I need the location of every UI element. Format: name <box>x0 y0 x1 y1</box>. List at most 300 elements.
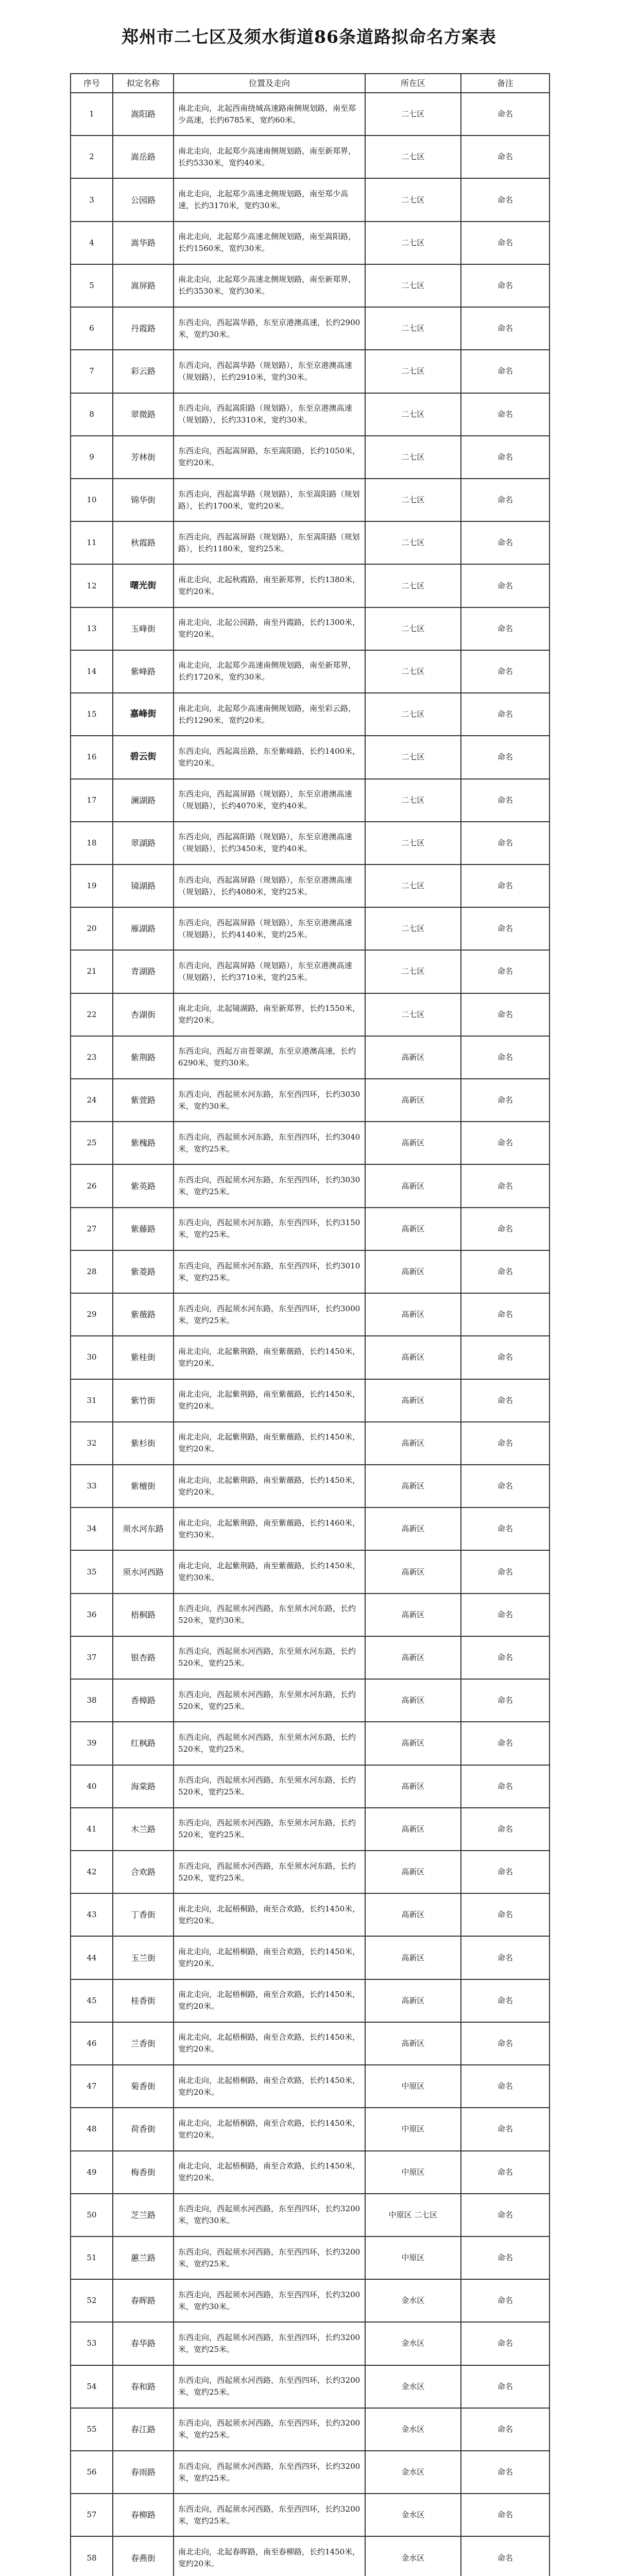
cell-index: 16 <box>71 736 113 778</box>
cell-index: 41 <box>71 1808 113 1851</box>
cell-district: 高新区 <box>365 1507 461 1550</box>
cell-index: 21 <box>71 950 113 993</box>
cell-index: 30 <box>71 1336 113 1379</box>
cell-district: 金水区 <box>365 2451 461 2494</box>
cell-name: 玉峰街 <box>113 607 174 650</box>
cell-route: 南北走向，北起镜湖路，南至新郑界，长约1550米，宽约20米。 <box>174 993 365 1036</box>
cell-route: 东西走向，西起须水河东路，东至西四环，长约3010米，宽约25米。 <box>174 1250 365 1293</box>
table-row <box>71 693 550 736</box>
cell-index: 5 <box>71 264 113 307</box>
table-row <box>71 350 550 393</box>
cell-name: 紫竹街 <box>113 1379 174 1422</box>
cell-route: 东西走向，西起嵩屏路（规划路），东至京港澳高速（规划路），长约4070米，宽约40米。 <box>174 779 365 822</box>
cell-index: 58 <box>71 2536 113 2576</box>
table-row <box>71 564 550 607</box>
column-header-district: 所在区 <box>365 74 461 93</box>
cell-district: 中原区 <box>365 2065 461 2108</box>
cell-index: 1 <box>71 93 113 135</box>
cell-name: 嵩华路 <box>113 222 174 264</box>
cell-route: 东西走向，西起嵩屏路，东至嵩阳路，长约1050米，宽约20米。 <box>174 436 365 479</box>
cell-name: 公园路 <box>113 178 174 221</box>
cell-index: 31 <box>71 1379 113 1422</box>
cell-name: 春江路 <box>113 2408 174 2451</box>
cell-note: 命名 <box>461 1422 550 1465</box>
cell-name: 丹霞路 <box>113 307 174 350</box>
cell-note: 命名 <box>461 2108 550 2150</box>
cell-index: 33 <box>71 1465 113 1507</box>
cell-district: 高新区 <box>365 1979 461 2022</box>
cell-district: 二七区 <box>365 693 461 736</box>
cell-name: 春雨路 <box>113 2451 174 2494</box>
cell-note: 命名 <box>461 307 550 350</box>
table-row <box>71 1036 550 1079</box>
cell-name: 芳林街 <box>113 436 174 479</box>
table-row <box>71 1465 550 1507</box>
cell-note: 命名 <box>461 2236 550 2279</box>
cell-name: 翠微路 <box>113 393 174 436</box>
cell-district: 高新区 <box>365 1164 461 1207</box>
cell-note: 命名 <box>461 350 550 393</box>
table-row <box>71 1851 550 1893</box>
cell-index: 24 <box>71 1079 113 1122</box>
table-row <box>71 2279 550 2322</box>
cell-name: 菊香街 <box>113 2065 174 2108</box>
cell-note: 命名 <box>461 607 550 650</box>
cell-name: 梅香街 <box>113 2151 174 2194</box>
cell-route: 东西走向，西起须水河东路，东至西四环，长约3000米，宽约25米。 <box>174 1293 365 1336</box>
cell-note: 命名 <box>461 1765 550 1808</box>
cell-index: 11 <box>71 521 113 564</box>
cell-index: 32 <box>71 1422 113 1465</box>
cell-district: 二七区 <box>365 521 461 564</box>
cell-note: 命名 <box>461 2536 550 2576</box>
cell-district: 高新区 <box>365 1679 461 1722</box>
cell-district: 高新区 <box>365 1722 461 1765</box>
cell-index: 29 <box>71 1293 113 1336</box>
table-row <box>71 2151 550 2194</box>
cell-index: 55 <box>71 2408 113 2451</box>
cell-route: 东西走向，西起须水河西路，东至西四环，长约3200米，宽约30米。 <box>174 2194 365 2236</box>
cell-district: 高新区 <box>365 1079 461 1122</box>
cell-route: 东西走向，西起须水河东路，东至西四环，长约3150米，宽约25米。 <box>174 1208 365 1250</box>
cell-district: 高新区 <box>365 1379 461 1422</box>
cell-index: 46 <box>71 2022 113 2065</box>
cell-name: 嵩屏路 <box>113 264 174 307</box>
cell-district: 二七区 <box>365 135 461 178</box>
table-row <box>71 2494 550 2536</box>
cell-name: 春柳路 <box>113 2494 174 2536</box>
cell-note: 命名 <box>461 222 550 264</box>
cell-district: 二七区 <box>365 436 461 479</box>
cell-name: 玉兰街 <box>113 1936 174 1979</box>
cell-index: 51 <box>71 2236 113 2279</box>
cell-index: 7 <box>71 350 113 393</box>
cell-route: 东西走向，西起须水河西路，东至西四环，长约3200米，宽约25米。 <box>174 2494 365 2536</box>
cell-district: 高新区 <box>365 1036 461 1079</box>
cell-index: 22 <box>71 993 113 1036</box>
table-row <box>71 1122 550 1164</box>
cell-name: 镜湖路 <box>113 865 174 907</box>
cell-route: 南北走向，北起西南绕城高速路南侧规划路，南至郑少高速，长约6785米，宽约60米。 <box>174 93 365 135</box>
cell-note: 命名 <box>461 2194 550 2236</box>
table-row <box>71 1336 550 1379</box>
cell-index: 12 <box>71 564 113 607</box>
cell-index: 37 <box>71 1636 113 1679</box>
cell-district: 金水区 <box>365 2365 461 2408</box>
table-row <box>71 1250 550 1293</box>
cell-note: 命名 <box>461 993 550 1036</box>
cell-index: 38 <box>71 1679 113 1722</box>
cell-index: 9 <box>71 436 113 479</box>
cell-note: 命名 <box>461 1036 550 1079</box>
table-row <box>71 1079 550 1122</box>
cell-note: 命名 <box>461 2408 550 2451</box>
cell-index: 15 <box>71 693 113 736</box>
cell-route: 东西走向，西起须水河东路，东至西四环，长约3040米，宽约25米。 <box>174 1122 365 1164</box>
cell-note: 命名 <box>461 822 550 865</box>
table-row <box>71 2065 550 2108</box>
cell-district: 二七区 <box>365 307 461 350</box>
column-header-index: 序号 <box>71 74 113 93</box>
table-row <box>71 2322 550 2365</box>
naming-table <box>70 73 550 2576</box>
cell-route: 东西走向，西起须水河东路，东至西四环，长约3030米，宽约25米。 <box>174 1164 365 1207</box>
cell-route: 东西走向，西起须水河西路，东至西四环，长约3200米，宽约30米。 <box>174 2279 365 2322</box>
cell-district: 高新区 <box>365 1293 461 1336</box>
cell-note: 命名 <box>461 2322 550 2365</box>
cell-route: 东西走向，西起须水河西路，东至西四环，长约3200米，宽约25米。 <box>174 2322 365 2365</box>
cell-route: 东西走向，西起须水河西路，东至须水河东路，长约520米，宽约25米。 <box>174 1808 365 1851</box>
cell-name: 芝兰路 <box>113 2194 174 2236</box>
cell-note: 命名 <box>461 1722 550 1765</box>
cell-district: 二七区 <box>365 865 461 907</box>
table-row <box>71 1936 550 1979</box>
table-row <box>71 222 550 264</box>
cell-district: 高新区 <box>365 1336 461 1379</box>
cell-route: 南北走向，北起紫荆路，南至紫薇路，长约1450米，宽约20米。 <box>174 1465 365 1507</box>
table-row <box>71 1507 550 1550</box>
cell-route: 东西走向，西起须水河西路，东至西四环，长约3200米，宽约25米。 <box>174 2236 365 2279</box>
cell-district: 二七区 <box>365 479 461 521</box>
cell-district: 二七区 <box>365 393 461 436</box>
cell-district: 高新区 <box>365 1594 461 1636</box>
cell-district: 高新区 <box>365 1208 461 1250</box>
cell-name: 春晖路 <box>113 2279 174 2322</box>
cell-district: 二七区 <box>365 993 461 1036</box>
table-row <box>71 307 550 350</box>
cell-index: 42 <box>71 1851 113 1893</box>
table-row <box>71 178 550 221</box>
cell-district: 金水区 <box>365 2279 461 2322</box>
cell-note: 命名 <box>461 1208 550 1250</box>
cell-name: 紫薇路 <box>113 1293 174 1336</box>
cell-index: 50 <box>71 2194 113 2236</box>
table-row <box>71 521 550 564</box>
table-row <box>71 1164 550 1207</box>
cell-name: 曙光街 <box>113 564 174 607</box>
table-row <box>71 2451 550 2494</box>
cell-note: 命名 <box>461 1379 550 1422</box>
cell-note: 命名 <box>461 135 550 178</box>
cell-district: 二七区 <box>365 350 461 393</box>
cell-index: 40 <box>71 1765 113 1808</box>
cell-district: 二七区 <box>365 950 461 993</box>
table-row <box>71 779 550 822</box>
cell-note: 命名 <box>461 1851 550 1893</box>
table-row <box>71 822 550 865</box>
cell-district: 二七区 <box>365 822 461 865</box>
cell-district: 高新区 <box>365 1636 461 1679</box>
cell-name: 紫萱路 <box>113 1079 174 1122</box>
cell-note: 命名 <box>461 436 550 479</box>
cell-name: 紫桂街 <box>113 1336 174 1379</box>
cell-index: 28 <box>71 1250 113 1293</box>
cell-index: 2 <box>71 135 113 178</box>
cell-route: 南北走向，北起梧桐路，南至合欢路，长约1450米，宽约20米。 <box>174 2065 365 2108</box>
cell-route: 东西走向，西起嵩屏路（规划路），东至京港澳高速（规划路），长约3710米，宽约25米。 <box>174 950 365 993</box>
cell-district: 高新区 <box>365 1122 461 1164</box>
cell-name: 紫槐路 <box>113 1122 174 1164</box>
cell-name: 木兰路 <box>113 1808 174 1851</box>
table-row <box>71 907 550 950</box>
table-row <box>71 1808 550 1851</box>
table-row <box>71 1893 550 1936</box>
cell-name: 兰香街 <box>113 2022 174 2065</box>
cell-note: 命名 <box>461 2065 550 2108</box>
cell-district: 二七区 <box>365 607 461 650</box>
cell-index: 20 <box>71 907 113 950</box>
column-header-name: 拟定名称 <box>113 74 174 93</box>
cell-route: 南北走向，北起紫荆路，南至紫薇路，长约1460米，宽约30米。 <box>174 1507 365 1550</box>
cell-note: 命名 <box>461 521 550 564</box>
cell-note: 命名 <box>461 1550 550 1593</box>
cell-name: 须水河西路 <box>113 1550 174 1593</box>
cell-district: 金水区 <box>365 2408 461 2451</box>
cell-route: 南北走向，北起紫荆路，南至紫薇路，长约1450米，宽约20米。 <box>174 1422 365 1465</box>
cell-route: 南北走向，北起郑少高速南侧规划路，南至彩云路，长约1290米，宽约20米。 <box>174 693 365 736</box>
cell-name: 春华路 <box>113 2322 174 2365</box>
cell-note: 命名 <box>461 178 550 221</box>
table-row <box>71 1550 550 1593</box>
cell-note: 命名 <box>461 1679 550 1722</box>
cell-route: 东西走向，西起万亩苍翠湖，东至京港澳高速，长约6290米，宽约30米。 <box>174 1036 365 1079</box>
cell-name: 秋霞路 <box>113 521 174 564</box>
cell-district: 二七区 <box>365 93 461 135</box>
cell-route: 南北走向，北起梧桐路，南至合欢路，长约1450米，宽约20米。 <box>174 2022 365 2065</box>
table-row <box>71 135 550 178</box>
table-row <box>71 2022 550 2065</box>
cell-route: 东西走向，西起须水河东路，东至西四环，长约3030米，宽约30米。 <box>174 1079 365 1122</box>
cell-name: 春和路 <box>113 2365 174 2408</box>
cell-note: 命名 <box>461 650 550 693</box>
cell-route: 东西走向，西起须水河西路，东至须水河东路，长约520米，宽约25米。 <box>174 1851 365 1893</box>
cell-note: 命名 <box>461 1808 550 1851</box>
cell-district: 金水区 <box>365 2494 461 2536</box>
cell-note: 命名 <box>461 1465 550 1507</box>
cell-index: 36 <box>71 1594 113 1636</box>
cell-note: 命名 <box>461 479 550 521</box>
cell-index: 47 <box>71 2065 113 2108</box>
cell-route: 南北走向，北起郑少高速北侧规划路，南至新郑界，长约3530米，宽约30米。 <box>174 264 365 307</box>
table-row <box>71 2108 550 2150</box>
cell-note: 命名 <box>461 1636 550 1679</box>
cell-district: 二七区 <box>365 178 461 221</box>
cell-note: 命名 <box>461 950 550 993</box>
cell-note: 命名 <box>461 1936 550 1979</box>
table-row <box>71 865 550 907</box>
cell-route: 东西走向，西起嵩华路（规划路），东至嵩阳路（规划路），长约1700米，宽约20米。 <box>174 479 365 521</box>
cell-name: 紫檀街 <box>113 1465 174 1507</box>
cell-name: 嘉峰街 <box>113 693 174 736</box>
cell-index: 44 <box>71 1936 113 1979</box>
table-row <box>71 1722 550 1765</box>
cell-name: 碧云街 <box>113 736 174 778</box>
cell-route: 东西走向，西起须水河西路，东至须水河东路，长约520米，宽约25米。 <box>174 1765 365 1808</box>
cell-name: 紫藤路 <box>113 1208 174 1250</box>
cell-index: 56 <box>71 2451 113 2494</box>
cell-district: 二七区 <box>365 564 461 607</box>
cell-note: 命名 <box>461 1164 550 1207</box>
cell-note: 命名 <box>461 1507 550 1550</box>
cell-name: 荷香街 <box>113 2108 174 2150</box>
cell-index: 45 <box>71 1979 113 2022</box>
cell-district: 中原区 <box>365 2151 461 2194</box>
cell-route: 东西走向，西起须水河西路，东至须水河东路，长约520米，宽约25米。 <box>174 1636 365 1679</box>
cell-index: 26 <box>71 1164 113 1207</box>
cell-name: 青湖路 <box>113 950 174 993</box>
cell-index: 3 <box>71 178 113 221</box>
cell-route: 南北走向，北起梧桐路，南至合欢路，长约1450米，宽约20米。 <box>174 1936 365 1979</box>
cell-note: 命名 <box>461 2022 550 2065</box>
cell-index: 19 <box>71 865 113 907</box>
cell-route: 南北走向，北起梧桐路，南至合欢路，长约1450米，宽约20米。 <box>174 2151 365 2194</box>
cell-name: 紫峰路 <box>113 650 174 693</box>
cell-route: 南北走向，北起紫荆路，南至紫薇路，长约1450米，宽约20米。 <box>174 1379 365 1422</box>
table-row <box>71 2408 550 2451</box>
cell-index: 6 <box>71 307 113 350</box>
cell-district: 高新区 <box>365 2022 461 2065</box>
cell-index: 14 <box>71 650 113 693</box>
cell-index: 49 <box>71 2151 113 2194</box>
cell-note: 命名 <box>461 1893 550 1936</box>
cell-index: 43 <box>71 1893 113 1936</box>
cell-note: 命名 <box>461 1293 550 1336</box>
table-row <box>71 607 550 650</box>
table-row <box>71 93 550 135</box>
cell-district: 高新区 <box>365 1250 461 1293</box>
document-title: 郑州市二七区及须水街道86条道路拟命名方案表 <box>122 27 496 47</box>
cell-district: 高新区 <box>365 1765 461 1808</box>
cell-name: 紫菱路 <box>113 1250 174 1293</box>
cell-district: 中原区 二七区 <box>365 2194 461 2236</box>
table-row <box>71 1765 550 1808</box>
cell-note: 命名 <box>461 2494 550 2536</box>
cell-district: 中原区 <box>365 2236 461 2279</box>
cell-index: 10 <box>71 479 113 521</box>
cell-district: 二七区 <box>365 907 461 950</box>
cell-name: 春燕街 <box>113 2536 174 2576</box>
cell-index: 25 <box>71 1122 113 1164</box>
cell-district: 高新区 <box>365 1936 461 1979</box>
cell-district: 高新区 <box>365 1550 461 1593</box>
cell-district: 高新区 <box>365 1422 461 1465</box>
column-header-route: 位置及走向 <box>174 74 365 93</box>
cell-name: 锦华街 <box>113 479 174 521</box>
cell-district: 高新区 <box>365 1465 461 1507</box>
cell-index: 39 <box>71 1722 113 1765</box>
cell-note: 命名 <box>461 1336 550 1379</box>
cell-note: 命名 <box>461 264 550 307</box>
table-row <box>71 2236 550 2279</box>
cell-route: 东西走向，西起须水河西路，东至西四环，长约3200米，宽约25米。 <box>174 2451 365 2494</box>
cell-name: 银杏路 <box>113 1636 174 1679</box>
table-row <box>71 2536 550 2576</box>
cell-note: 命名 <box>461 93 550 135</box>
cell-name: 紫荆路 <box>113 1036 174 1079</box>
cell-route: 东西走向，西起嵩岳路，东至紫峰路，长约1400米，宽约20米。 <box>174 736 365 778</box>
cell-note: 命名 <box>461 1979 550 2022</box>
cell-name: 合欢路 <box>113 1851 174 1893</box>
cell-note: 命名 <box>461 2279 550 2322</box>
table-row <box>71 479 550 521</box>
cell-index: 53 <box>71 2322 113 2365</box>
cell-route: 南北走向，北起郑少高速南侧规划路，南至新郑界，长约1720米，宽约30米。 <box>174 650 365 693</box>
table-row <box>71 436 550 479</box>
cell-note: 命名 <box>461 779 550 822</box>
cell-name: 桂香街 <box>113 1979 174 2022</box>
cell-route: 南北走向，北起梧桐路，南至合欢路，长约1450米，宽约20米。 <box>174 1893 365 1936</box>
cell-index: 54 <box>71 2365 113 2408</box>
cell-route: 南北走向，北起郑少高速北侧规划路，南至郑少高速，长约3170米，宽约30米。 <box>174 178 365 221</box>
table-row <box>71 2365 550 2408</box>
cell-name: 彩云路 <box>113 350 174 393</box>
cell-route: 东西走向，西起嵩屏路（规划路），东至京港澳高速（规划路），长约4140米，宽约25米。 <box>174 907 365 950</box>
cell-district: 二七区 <box>365 736 461 778</box>
cell-note: 命名 <box>461 865 550 907</box>
cell-note: 命名 <box>461 1079 550 1122</box>
cell-district: 高新区 <box>365 1851 461 1893</box>
cell-note: 命名 <box>461 2365 550 2408</box>
column-header-note: 备注 <box>461 74 550 93</box>
cell-name: 嵩岳路 <box>113 135 174 178</box>
cell-index: 57 <box>71 2494 113 2536</box>
cell-name: 香樟路 <box>113 1679 174 1722</box>
cell-district: 二七区 <box>365 779 461 822</box>
cell-index: 35 <box>71 1550 113 1593</box>
table-row <box>71 393 550 436</box>
cell-index: 18 <box>71 822 113 865</box>
table-row <box>71 650 550 693</box>
cell-route: 东西走向，西起嵩华路（规划路），东至京港澳高速（规划路），长约2910米，宽约30米。 <box>174 350 365 393</box>
cell-district: 金水区 <box>365 2322 461 2365</box>
cell-district: 高新区 <box>365 1808 461 1851</box>
cell-route: 东西走向，西起须水河西路，东至须水河东路，长约520米，宽约25米。 <box>174 1722 365 1765</box>
cell-name: 雁湖路 <box>113 907 174 950</box>
cell-name: 紫英路 <box>113 1164 174 1207</box>
cell-name: 海棠路 <box>113 1765 174 1808</box>
cell-name: 丁香街 <box>113 1893 174 1936</box>
cell-route: 南北走向，北起公园路，南至丹霞路，长约1300米，宽约20米。 <box>174 607 365 650</box>
cell-index: 8 <box>71 393 113 436</box>
cell-route: 南北走向，北起郑少高速南侧规划路，南至新郑界，长约5330米，宽约40米。 <box>174 135 365 178</box>
cell-name: 红枫路 <box>113 1722 174 1765</box>
cell-name: 须水河东路 <box>113 1507 174 1550</box>
cell-district: 二七区 <box>365 222 461 264</box>
cell-route: 东西走向，西起嵩屏路（规划路），东至嵩阳路（规划路），长约1180米，宽约25米。 <box>174 521 365 564</box>
cell-index: 23 <box>71 1036 113 1079</box>
table-row <box>71 993 550 1036</box>
table-row <box>71 1379 550 1422</box>
